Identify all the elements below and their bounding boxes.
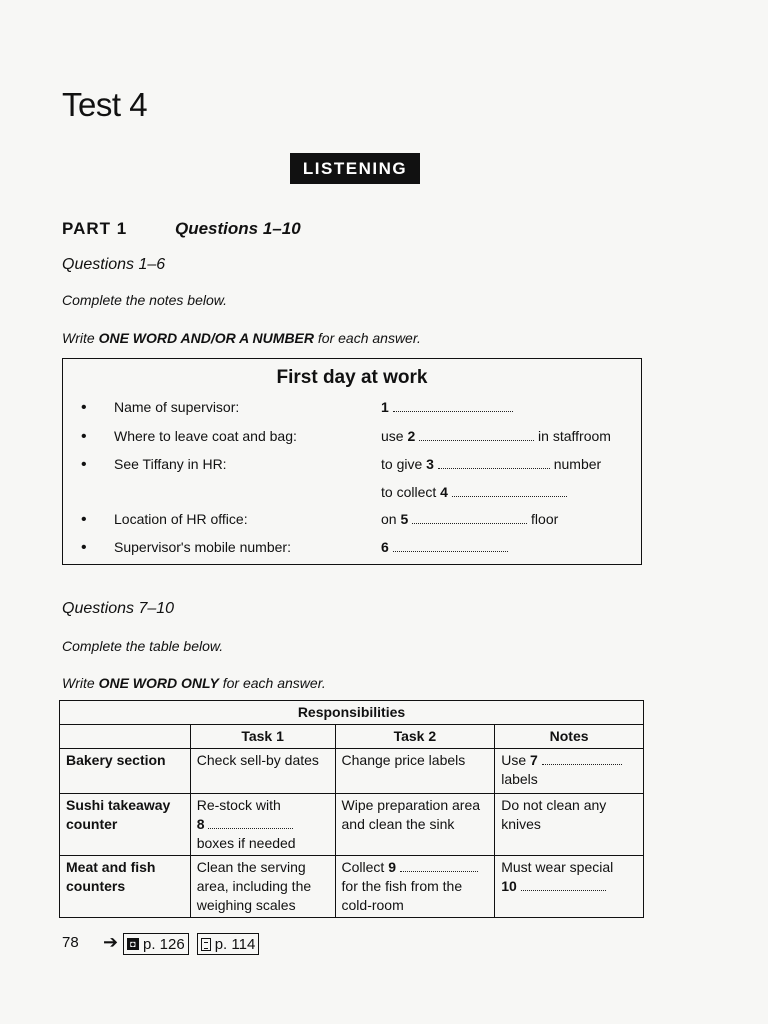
answer-blank-8[interactable] bbox=[208, 817, 293, 829]
audio-ref-label: p. 126 bbox=[143, 935, 185, 953]
row-task2: Change price labels bbox=[335, 749, 495, 794]
answer-blank-2[interactable] bbox=[419, 429, 534, 441]
answer-blank-1[interactable] bbox=[393, 400, 513, 412]
notes-box bbox=[62, 358, 642, 565]
table-header-task2: Task 2 bbox=[335, 725, 495, 749]
note-row-5: • Location of HR office: bbox=[81, 511, 248, 528]
document-icon bbox=[201, 938, 211, 951]
audio-ref-link[interactable] bbox=[123, 933, 189, 955]
table-row bbox=[60, 749, 644, 794]
answer-blank-9[interactable] bbox=[400, 860, 478, 872]
notes-instruction: Complete the notes below. bbox=[62, 292, 227, 308]
row-task1: Check sell-by dates bbox=[190, 749, 335, 794]
page-number: 78 bbox=[62, 934, 79, 951]
answer-blank-3[interactable] bbox=[438, 457, 550, 469]
notes-write-instruction: Write ONE WORD AND/OR A NUMBER for each answer. bbox=[62, 330, 421, 346]
row-notes: Do not clean any knives bbox=[495, 794, 644, 856]
row-name: Meat and fish counters bbox=[60, 856, 191, 918]
part-label: PART 1 bbox=[62, 219, 128, 238]
row-name: Bakery section bbox=[60, 749, 191, 794]
row-notes: Use 7 labels bbox=[495, 749, 644, 794]
answer-blank-4[interactable] bbox=[452, 485, 567, 497]
row-task2: Wipe preparation area and clean the sink bbox=[335, 794, 495, 856]
table-header-task1: Task 1 bbox=[190, 725, 335, 749]
bullet-icon: • bbox=[81, 539, 87, 556]
questions-7-10-heading: Questions 7–10 bbox=[62, 600, 175, 617]
note-answer-3: to give 3 number bbox=[381, 456, 602, 472]
answer-key-ref-label: p. 114 bbox=[214, 935, 256, 953]
audio-icon: ◘ bbox=[127, 938, 139, 950]
table-header-notes: Notes bbox=[495, 725, 644, 749]
section-label: LISTENING bbox=[290, 153, 420, 184]
answer-key-ref-link[interactable] bbox=[197, 933, 260, 955]
note-row-2: • Where to leave coat and bag: bbox=[81, 428, 297, 445]
bullet-icon: • bbox=[81, 399, 87, 416]
answer-blank-6[interactable] bbox=[393, 540, 508, 552]
row-task1: Re-stock with 8 boxes if needed bbox=[190, 794, 335, 856]
table-row bbox=[60, 794, 644, 856]
note-row-3: • See Tiffany in HR: bbox=[81, 456, 227, 473]
table-write-instruction: Write ONE WORD ONLY for each answer. bbox=[62, 675, 326, 691]
answer-blank-10[interactable] bbox=[521, 879, 606, 891]
table-row bbox=[60, 856, 644, 918]
answer-blank-7[interactable] bbox=[542, 753, 622, 765]
answer-blank-5[interactable] bbox=[412, 512, 527, 524]
note-answer-4: to collect 4 bbox=[381, 484, 567, 500]
questions-1-6-heading: Questions 1–6 bbox=[62, 256, 166, 273]
bullet-icon: • bbox=[81, 456, 87, 473]
row-notes: Must wear special 10 bbox=[495, 856, 644, 918]
row-name: Sushi takeaway counter bbox=[60, 794, 191, 856]
note-answer-5: on 5 floor bbox=[381, 511, 559, 527]
responsibilities-table bbox=[59, 700, 644, 918]
bullet-icon: • bbox=[81, 511, 87, 528]
bullet-icon: • bbox=[81, 428, 87, 445]
note-answer-2: use 2 in staffroom bbox=[381, 428, 611, 444]
note-row-6: • Supervisor's mobile number: bbox=[81, 539, 291, 556]
table-header-empty bbox=[60, 725, 191, 749]
note-answer-1: 1 bbox=[381, 399, 513, 415]
row-task1: Clean the serving area, including the weighing scales bbox=[190, 856, 335, 918]
arrow-icon: ➔ bbox=[103, 932, 119, 952]
row-task2: Collect 9 for the fish from the cold-room bbox=[335, 856, 495, 918]
part-questions: Questions 1–10 bbox=[175, 219, 301, 238]
table-caption: Responsibilities bbox=[60, 701, 644, 725]
test-title: Test 4 bbox=[62, 86, 148, 123]
notes-title: First day at work bbox=[276, 367, 428, 388]
footer-refs bbox=[123, 933, 259, 955]
note-row-1: • Name of supervisor: bbox=[81, 399, 240, 416]
note-answer-6: 6 bbox=[381, 539, 508, 555]
table-instruction: Complete the table below. bbox=[62, 638, 224, 654]
